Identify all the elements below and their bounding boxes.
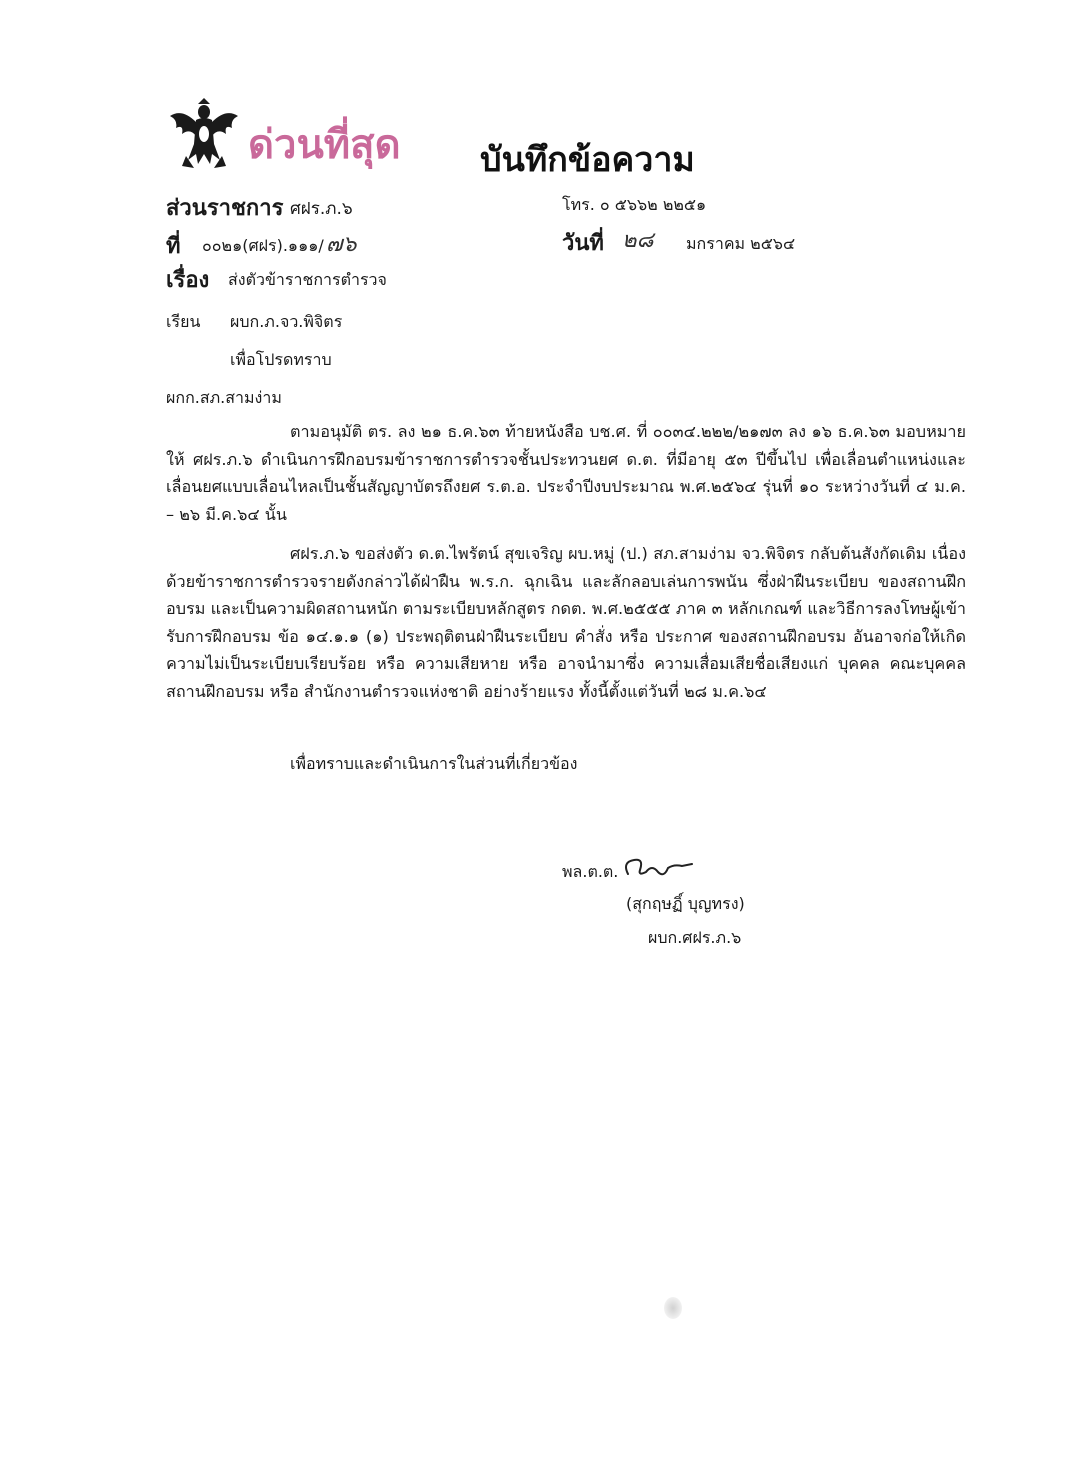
signer-position: ผบก.ศฝร.ภ.๖ <box>648 928 742 947</box>
recipient-cc: ผกก.สภ.สามง่าม <box>166 388 282 407</box>
urgency-stamp: ด่วนที่สุด <box>248 122 401 168</box>
body-paragraph-1: ตามอนุมัติ ตร. ลง ๒๑ ธ.ค.๖๓ ท้ายหนังสือ บช.ศ. ที่ ๐๐๓๔.๒๒๒/๒๑๗๓ ลง ๑๖ ธ.ค.๖๓ มอบหมายให้ ศฝร.ภ.๖ ดำเนินการฝึกอบรมข้าราชการตำรวจชั้นประทวนยศ ด.ต. ที่มีอายุ ๕๓ ปีขึ้นไป เพื่อเลื่อนตำแหน่งและเลื่อนยศแบบเลื่อนไหลเป็นชั้นสัญญาบัตรถึงยศ ร.ต.อ. ประจำปีงบประมาณ พ.ศ.๒๕๖๔ รุ่นที่ ๑๐ ระหว่างวันที่ ๔ ม.ค. – ๒๖ มี.ค.๖๔ นั้น <box>166 422 966 524</box>
scan-smudge <box>664 1297 682 1319</box>
phone-number: โทร. ๐ ๕๖๖๒ ๒๒๕๑ <box>562 195 707 214</box>
memo-title: บันทึกข้อความ <box>480 140 695 180</box>
agency-label: ส่วนราชการ <box>166 196 284 221</box>
date-label: วันที่ <box>562 231 604 256</box>
subject-value: ส่งตัวข้าราชการตำรวจ <box>228 270 387 289</box>
signer-rank: พล.ต.ต. <box>562 862 619 881</box>
date-month-year: มกราคม ๒๕๖๔ <box>686 234 796 253</box>
date-day-handwritten: ๒๘ <box>622 228 654 253</box>
recipient-purpose: เพื่อโปรดทราบ <box>230 350 332 369</box>
signer-name: (สุกฤษฏิ์ บุญทรง) <box>626 894 745 913</box>
recipient-to: ผบก.ภ.จว.พิจิตร <box>230 312 343 331</box>
closing-line: เพื่อทราบและดำเนินการในส่วนที่เกี่ยวข้อง <box>290 754 578 773</box>
recipient-label: เรียน <box>166 312 201 331</box>
body-paragraph-2: ศฝร.ภ.๖ ขอส่งตัว ด.ต.ไพรัตน์ สุขเจริญ ผบ.หมู่ (ป.) สภ.สามง่าม จว.พิจิตร กลับต้นสังกัดเดิม เนื่องด้วยข้าราชการตำรวจรายดังกล่าวได้ฝ่าฝืน พ.ร.ก. ฉุกเฉิน และลักลอบเล่นการพนัน ซึ่งฝ่าฝืนระเบียบ ของสถานฝึกอบรม และเป็นความผิดสถานหนัก ตามระเบียบหลักสูตร กดต. พ.ศ.๒๕๕๕ ภาค ๓ หลักเกณฑ์ และวิธีการลงโทษผู้เข้ารับการฝึกอบรม ข้อ ๑๔.๑.๑ (๑) ประพฤติตนฝ่าฝืนระเบียบ คำสั่ง หรือ ประกาศ ของสถานฝึกอบรม อันอาจก่อให้เกิดความไม่เป็นระเบียบเรียบร้อย หรือ ความเสียหาย หรือ อาจนำมาซึ่ง ความเสื่อมเสียชื่อเสียงแก่ บุคคล คณะบุคคล สถานฝึกอบรม หรือ สำนักงานตำรวจแห่งชาติ อย่างร้ายแรง ทั้งนี้ตั้งแต่วันที่ ๒๘ ม.ค.๖๔ <box>166 544 966 701</box>
handwritten-signature <box>618 852 698 882</box>
ref-label: ที่ <box>166 234 181 259</box>
garuda-emblem-icon <box>168 98 240 168</box>
ref-handwritten: ๗๖ <box>326 232 357 257</box>
agency-value: ศฝร.ภ.๖ <box>290 199 353 219</box>
ref-value: ๐๐๒๑(ศฝร).๑๑๑/ <box>202 236 324 255</box>
subject-label: เรื่อง <box>166 268 210 293</box>
